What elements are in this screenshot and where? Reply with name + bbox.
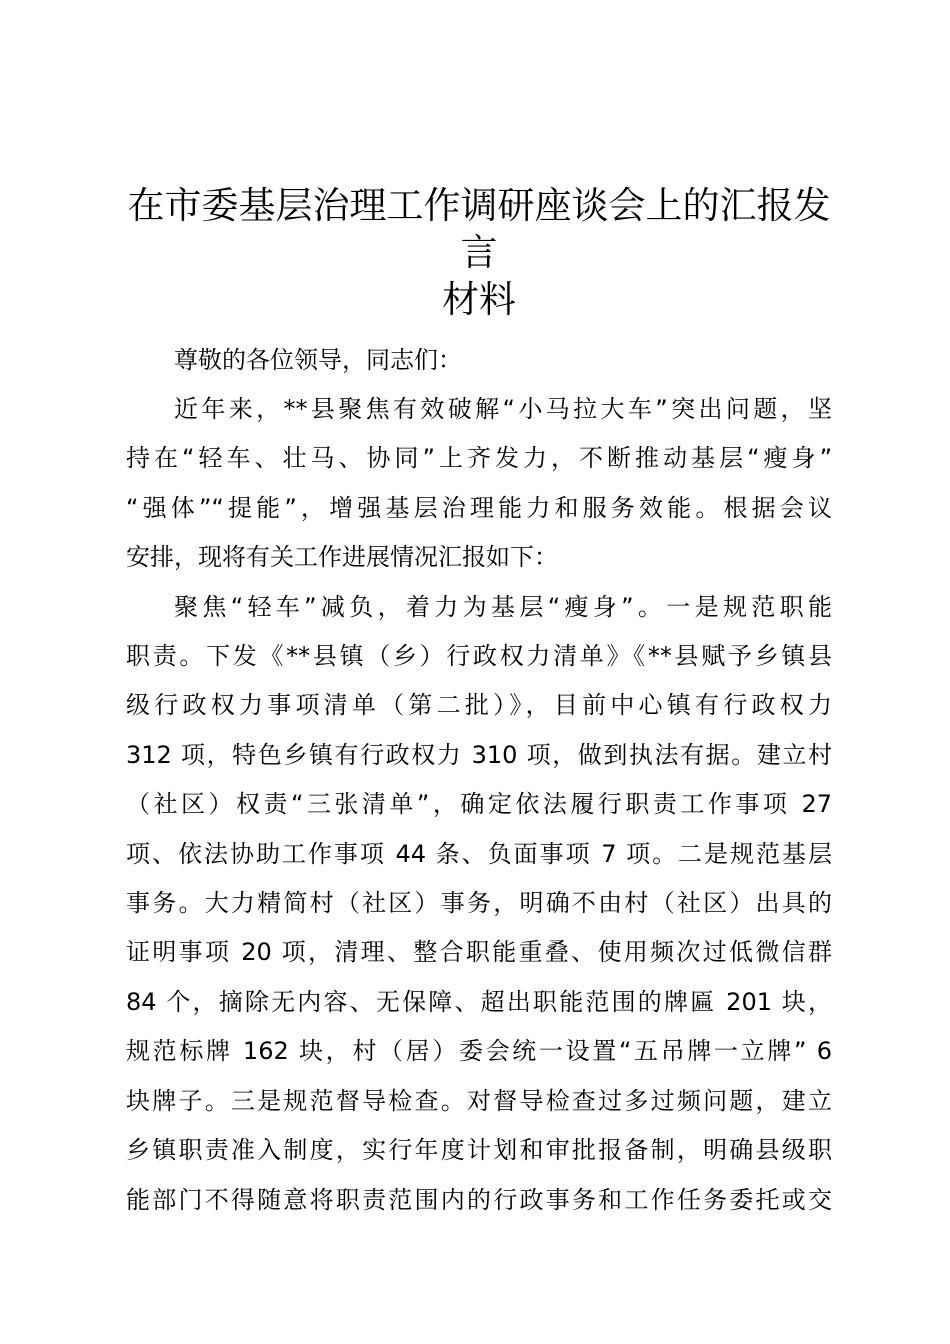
paragraph-line: 规范标牌 162 块，村（居）委会统一设置“五吊牌一立牌” 6 xyxy=(126,1037,832,1066)
paragraph-line: 级行政权力事项清单（第二批）》，目前中心镇有行政权力 xyxy=(126,691,832,720)
paragraph-line: 84 个，摘除无内容、无保障、超出职能范围的牌匾 201 块， xyxy=(126,987,832,1016)
paragraph-line: 职责。下发《**县镇（乡）行政权力清单》《**县赋予乡镇县 xyxy=(126,642,832,671)
paragraph-line: 持在“轻车、壮马、协同”上齐发力，不断推动基层“瘦身” xyxy=(126,444,832,473)
title-line-1: 在市委基层治理工作调研座谈会上的汇报发言 xyxy=(127,184,831,274)
title-line-2: 材料 xyxy=(442,278,516,321)
document-title xyxy=(126,182,832,323)
document-page xyxy=(126,182,832,1225)
salutation: 尊敬的各位领导，同志们： xyxy=(174,346,462,374)
paragraph-line: 安排，现将有关工作进展情况汇报如下： xyxy=(126,543,558,572)
paragraph-line: 证明事项 20 项，清理、整合职能重叠、使用频次过低微信群 xyxy=(126,938,832,967)
paragraph-line: 乡镇职责准入制度，实行年度计划和审批报备制，明确县级职 xyxy=(126,1136,832,1165)
paragraph-line: 312 项，特色乡镇有行政权力 310 项，做到执法有据。建立村 xyxy=(126,740,832,769)
paragraph-line: （社区）权责“三张清单”，确定依法履行职责工作事项 27 xyxy=(126,790,832,819)
paragraph-section-one xyxy=(126,583,832,1225)
paragraph-line: 块牌子。三是规范督导检查。对督导检查过多过频问题，建立 xyxy=(126,1086,832,1115)
paragraph-line: 事务。大力精简村（社区）事务，明确不由村（社区）出具的 xyxy=(126,889,832,918)
paragraph-line: 项、依法协助工作事项 44 条、负面事项 7 项。二是规范基层 xyxy=(126,839,832,868)
paragraph-line: “强体”“提能”，增强基层治理能力和服务效能。根据会议 xyxy=(126,493,832,522)
paragraph-line: 能部门不得随意将职责范围内的行政事务和工作任务委托或交 xyxy=(126,1185,832,1214)
paragraph-line: 聚焦“轻车”减负，着力为基层“瘦身”。一是规范职能 xyxy=(174,592,832,621)
paragraph-line: 近年来，**县聚焦有效破解“小马拉大车”突出问题，坚 xyxy=(174,395,832,423)
paragraph-intro xyxy=(126,385,832,583)
